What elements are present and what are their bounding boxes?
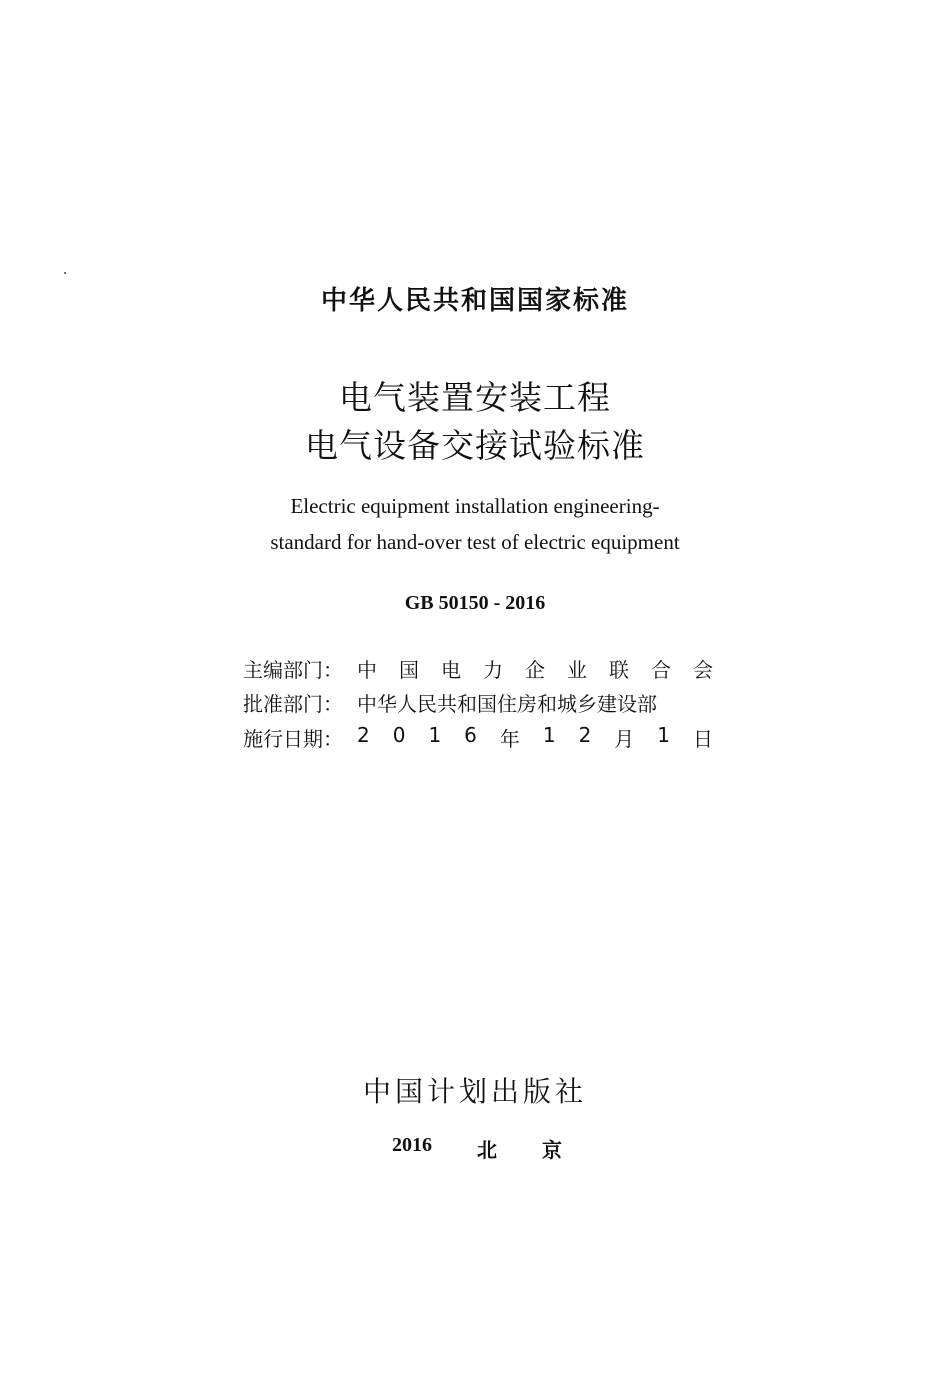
imprint-line [392, 1134, 562, 1163]
date-char: 6 [464, 723, 477, 747]
editor-char: 国 [399, 658, 419, 682]
approver-value: 中华人民共和国住房和城乡建设部 [357, 692, 657, 716]
date-char: 1 [542, 723, 556, 747]
date-char: 1 [428, 723, 442, 747]
english-title-line-2: standard for hand-over test of electric equipment [270, 530, 680, 554]
approver-label: 批准部门： [243, 692, 343, 716]
approver-row [243, 688, 713, 717]
editor-char: 合 [651, 658, 671, 682]
date-char: 0 [392, 723, 406, 747]
date-char: 月 [614, 727, 635, 751]
date-char: 2 [357, 723, 370, 747]
effective-date-label: 施行日期： [243, 727, 343, 751]
date-char: 1 [657, 723, 671, 747]
publisher-name: 中国计划出版社 [362, 1075, 587, 1108]
title-line-2: 电气设备交接试验标准 [305, 426, 645, 465]
date-char: 2 [578, 723, 592, 747]
imprint-city-char: 京 [542, 1138, 562, 1162]
imprint-year: 2016 [392, 1134, 432, 1156]
editor-char: 会 [693, 658, 713, 682]
scan-dot [64, 272, 66, 274]
standard-code: GB 50150 - 2016 [404, 592, 546, 614]
editor-char: 电 [441, 658, 461, 682]
imprint-city-char: 北 [477, 1138, 497, 1162]
editor-char: 企 [525, 658, 545, 682]
english-title-line-1: Electric equipment installation engineering- [290, 494, 660, 518]
editor-row [243, 654, 713, 683]
editor-char: 力 [483, 658, 503, 682]
editor-char: 联 [609, 658, 629, 682]
editor-value [357, 654, 713, 683]
title-line-1: 电气装置安装工程 [339, 378, 611, 417]
date-char: 日 [693, 727, 713, 751]
editor-char: 业 [567, 658, 587, 682]
effective-date-value [357, 723, 713, 752]
editor-label: 主编部门： [243, 658, 343, 682]
standard-type-heading: 中华人民共和国国家标准 [320, 286, 629, 316]
editor-char: 中 [357, 658, 377, 682]
date-char: 年 [499, 727, 520, 751]
effective-date-row [243, 723, 713, 752]
